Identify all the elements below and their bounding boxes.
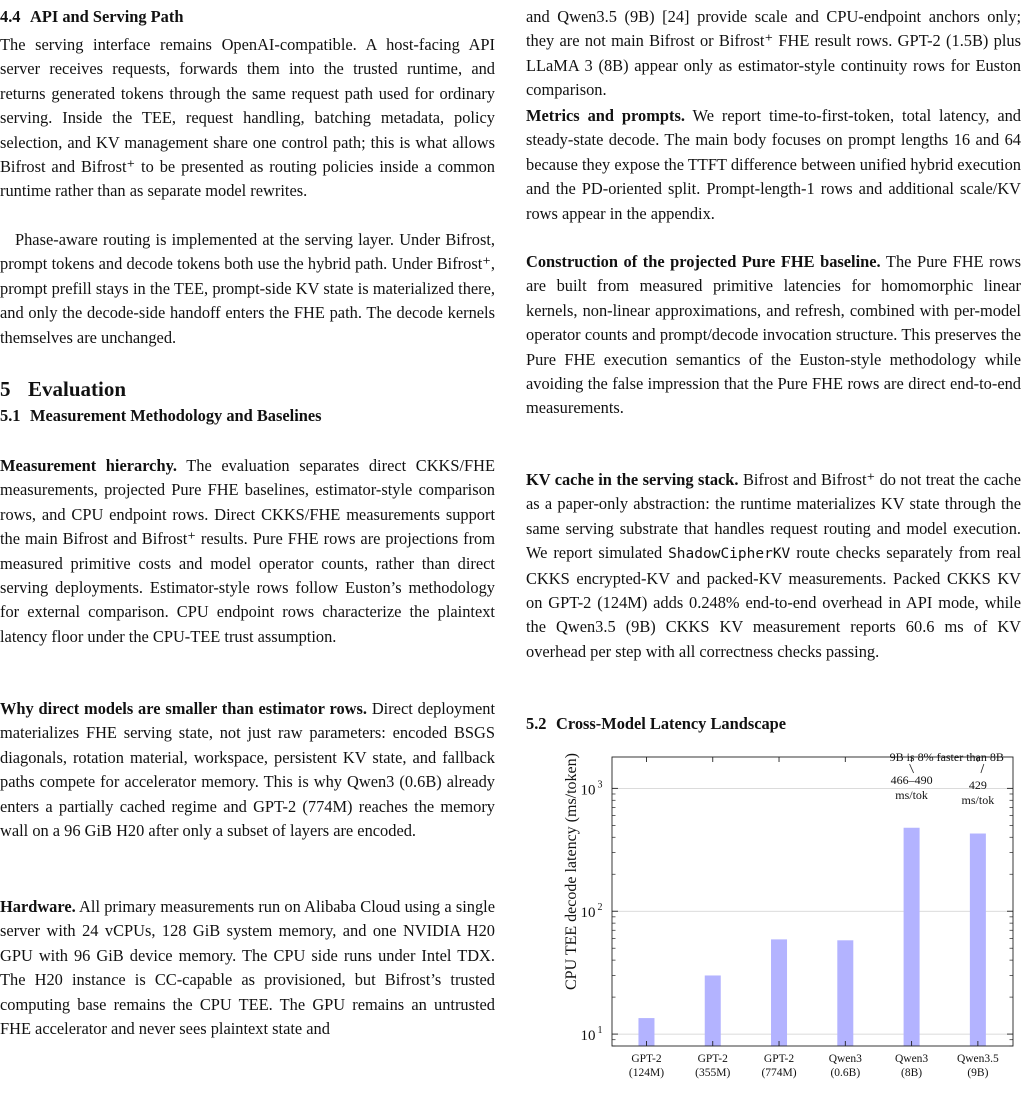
chart-bar — [837, 940, 853, 1046]
chart-x-tick-label: GPT-2 — [697, 1053, 728, 1065]
chart-x-tick-label: (774M) — [761, 1067, 797, 1079]
section-number: 5.2 — [526, 714, 547, 733]
chart-bar — [638, 1018, 654, 1046]
paragraph-metrics-prompts — [526, 104, 1021, 226]
section-title: Cross-Model Latency Landscape — [556, 714, 787, 733]
paragraph-text: All primary measurements run on Alibaba Cloud using a single server with 24 vCPUs, 128 GiB system memory, and one NVIDIA H20 GPU with 96 GiB device memory. The CPU side runs under Intel TDX. The H20 instance is CC-capable as provisioned, but Bifrost’s trusted computing base remains the CPU TEE. The GPU remains an untrusted FHE accelerator and never sees plaintext state and — [0, 897, 495, 1039]
paragraph-text: Bifrost and Bifrost⁺ do not treat the cache as a paper-only abstraction: the runtime materializes KV state through the same serving substrate that handles request routing and model execution. We report simulated — [526, 470, 1021, 563]
section-number: 5 — [0, 377, 11, 401]
chart-annotation-qwen35-9b: ms/tok — [961, 793, 995, 807]
paragraph-text: Direct deployment materializes FHE serving state, not just raw parameters: encoded BSGS diagonals, rotation material, workspace, persistent KV state, and fallback paths compete for accelerator memory. This is why Qwen3 (0.6B) already enters a partially cached regime and GPT-2 (774M) reaches the memory wall on a 96 GiB H20 after only a subset of layers are encoded. — [0, 699, 496, 841]
chart-y-tick-labels — [581, 779, 603, 1044]
code-identifier: ShadowCipherKV — [668, 546, 791, 563]
chart-gridlines — [612, 788, 1013, 1034]
chart-x-tick-label: Qwen3 — [894, 1053, 929, 1065]
section-4-4 — [0, 5, 495, 29]
chart-bar — [771, 939, 787, 1046]
paragraph-lead: Metrics and prompts. — [526, 106, 685, 125]
chart-bars — [638, 828, 985, 1046]
chart-y-tick-exponent: 3 — [597, 779, 603, 791]
paragraph-why-direct-models — [0, 697, 495, 843]
section-number: 5.1 — [0, 406, 21, 425]
section-title: API and Serving Path — [30, 7, 184, 26]
chart-y-tick-label: 10 — [580, 1028, 596, 1045]
paragraph-kv-cache — [526, 468, 1021, 664]
chart-x-tick-label: (8B) — [901, 1067, 923, 1079]
chart-y-tick-label: 10 — [580, 782, 596, 799]
paragraph-lead: Construction of the projected Pure FHE baseline. — [526, 252, 881, 271]
chart-x-tick-label: (9B) — [967, 1067, 989, 1079]
chart-x-tick-labels — [629, 1053, 999, 1079]
chart-x-tick-label: GPT-2 — [631, 1053, 662, 1065]
chart-bar — [970, 834, 986, 1046]
section-heading-4-4 — [0, 5, 495, 29]
paragraph-hardware — [0, 895, 495, 1041]
section-heading-5-2 — [526, 712, 1021, 736]
paragraph-lead: Hardware. — [0, 897, 76, 916]
chart-x-tick-label: (124M) — [628, 1067, 665, 1079]
chart-x-tick-label: Qwen3.5 — [956, 1053, 999, 1065]
paragraph-phase-aware-routing: Phase-aware routing is implemented at the serving layer. Under Bifrost, prompt tokens and decode tokens both use the hybrid path. Under Bifrost⁺, prompt prefill stays in the TEE, prompt-side KV state is materialized there, and only the decode-side handoff enters the FHE path. The decode kernels themselves are unchanged. — [0, 230, 495, 347]
chart-y-tick-label: 10 — [580, 905, 596, 922]
section-title: Evaluation — [28, 377, 127, 401]
paragraph-api-serving: The serving interface remains OpenAI-compatible. A host-facing API server receives requests, forwards them into the trusted runtime, and returns generated tokens through the same request path used for ordinary serving. Inside the TEE, request handling, batching metadata, policy selection, and KV management share one control path; this is what allows Bifrost and Bifrost⁺ to be presented as routing policies inside a common runtime rather than as separate model rewrites. — [0, 35, 495, 201]
paragraph-text: The evaluation separates direct CKKS/FHE measurements, projected Pure FHE baselines, estimator-style comparison rows, and CPU endpoint rows. Direct CKKS/FHE measurements support the main Bifrost and Bifrost⁺ results. Pure FHE rows are projections from measured primitive costs and model operator counts, rather than direct serving deployments. Estimator-style rows follow Euston’s methodology for external comparison. CPU endpoint rows characterize the plaintext latency floor under the CPU-TEE trust assumption. — [0, 456, 496, 646]
paragraph-continuation: and Qwen3.5 (9B) [24] provide scale and CPU-endpoint anchors only; they are not main Bifrost or Bifrost⁺ FHE result rows. GPT-2 (1.5B) plus LLaMA 3 (8B) appear only as estimator-style continuity rows for Euston comparison. — [526, 7, 1021, 100]
chart-x-tick-label: Qwen3 — [828, 1053, 862, 1065]
chart-x-tick-label: GPT-2 — [763, 1053, 795, 1065]
chart-y-axis-label: CPU TEE decode latency (ms/token) — [563, 753, 580, 990]
paragraph-pure-fhe-construction — [526, 250, 1021, 421]
chart-annotation-leader — [981, 764, 984, 773]
chart-bar — [904, 828, 920, 1046]
paragraph-text: We report time-to-first-token, total latency, and steady-state decode. The main body focuses on prompt lengths 16 and 64 because they expose the TTFT difference between unified hybrid execution and the PD-oriented split. Prompt-length-1 rows and additional scale/KV rows appear in the appendix. — [526, 106, 1021, 223]
chart-annotations — [890, 750, 1004, 807]
chart-ticks — [612, 757, 1013, 1046]
chart-bar — [705, 975, 721, 1046]
section-number: 4.4 — [0, 7, 21, 26]
chart-x-tick-label: (0.6B) — [830, 1067, 861, 1079]
chart-frame — [612, 757, 1013, 1046]
paragraph-lead: Measurement hierarchy. — [0, 456, 177, 475]
chart-x-tick-label: (355M) — [695, 1067, 731, 1079]
chart-annotation-qwen3-8b: 466–490 — [890, 773, 933, 787]
chart-y-tick-exponent: 2 — [597, 902, 603, 914]
chart-annotation-qwen35-9b: 429 — [968, 778, 987, 792]
paragraph-text: The Pure FHE rows are built from measured primitive latencies for homomorphic linear kernels, non-linear approximations, and refresh, combined with per-model operator counts and prompt/decode invocation structure. This preserves the Pure FHE execution semantics of the Euston-style methodology while avoiding the false impression that the Pure FHE rows are direct end-to-end measurements. — [526, 252, 1021, 418]
paragraph-lead: Why direct models are smaller than estimator rows. — [0, 699, 367, 718]
paragraph-lead: KV cache in the serving stack. — [526, 470, 739, 489]
chart-annotation-top: 9B is 8% faster than 8B — [889, 750, 1004, 764]
section-heading-5 — [0, 376, 495, 402]
paragraph-text: route checks separately from real CKKS encrypted-KV and packed-KV measurements. Packed CKKS KV on GPT-2 (124M) adds 0.248% end-to-end overhead in API mode, while the Qwen3.5 (9B) CKKS KV measurement reports 60.6 ms of KV overhead per step with all correctness checks passing. — [526, 543, 1021, 661]
section-title: Measurement Methodology and Baselines — [30, 406, 322, 425]
section-heading-5-1 — [0, 404, 495, 428]
paragraph-measurement-hierarchy — [0, 454, 495, 649]
chart-annotation-leader — [910, 764, 914, 773]
chart-annotation-qwen3-8b: ms/tok — [895, 788, 928, 802]
chart-y-tick-exponent: 1 — [597, 1025, 603, 1037]
